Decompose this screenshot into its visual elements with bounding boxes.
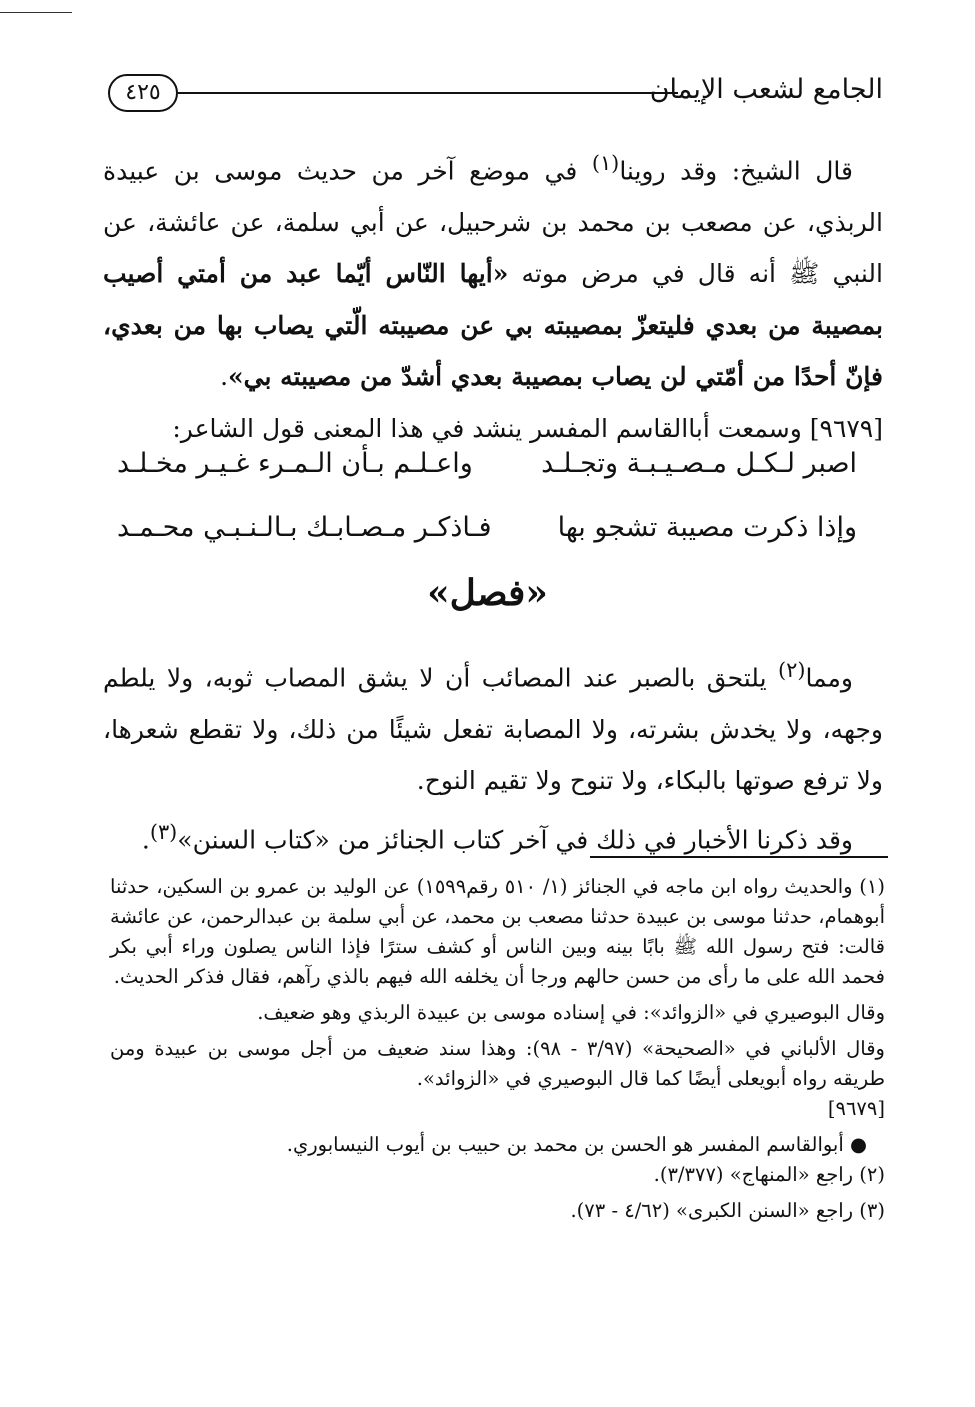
page-number: ٤٢٥ (108, 74, 178, 112)
verse-1-first-hemistich: اصبر لـكـل مـصـيـبـة وتجـلـد (541, 448, 857, 479)
running-header-title: الجامع لشعب الإيمان (649, 74, 883, 105)
verse-line-1 (117, 448, 857, 479)
footnotes (110, 872, 885, 1226)
footnote-separator (590, 856, 888, 858)
verse-line-2 (117, 512, 857, 543)
footnote-2: (٢) راجع «المنهاج» (٣/٣٧٧). (653, 1163, 885, 1186)
paragraph-isnad: في موضع آخر من حديث موسى بن عبيدة الربذي، عن مصعب بن محمد بن شرحبيل، عن أبي سلمة، عن عائشة، عن النبي ﷺ أنه قال في مرض موته (103, 156, 883, 289)
footnote-mark-1: (١) (591, 151, 620, 175)
hadith-quote: «أيها النّاس أيّما عبد من أمتي أصيب بمصيبة من بعدي فليتعزّ بمصيبته بي عن مصيبته الّتي يصاب بها من بعدي، فإنّ أحدًا من أمّتي لن يصاب بمصيبة بعدي أشدّ من مصيبته بي» (103, 259, 883, 392)
section-title: «فصل» (427, 572, 548, 614)
paragraph-mourning-text: يلتحق بالصبر عند المصائب أن لا يشق المصاب ثوبه، ولا يلطم وجهه، ولا يخدش بشرته، ولا المصابة تفعل شيئًا من ذلك، ولا تقطع شعرها، ولا ترفع صوتها بالبكاء، ولا تنوح ولا تقيم النوح. (103, 663, 883, 796)
hadith-number: [٩٦٧٩] (809, 413, 883, 443)
footnote-mark-3: (٣) (149, 819, 178, 844)
header-rule (178, 92, 678, 94)
paragraph-poetry-intro (103, 403, 883, 455)
poetry-intro-text: وسمعت أباالقاسم المفسر ينشد في هذا المعنى قول الشاعر: (172, 413, 810, 443)
footnote-mark-2: (٢) (777, 658, 806, 682)
verse-2-first-hemistich: وإذا ذكرت مصيبة تشجو بها (557, 512, 857, 543)
footnote-narrator-note: ● أبوالقاسم المفسر هو الحسن بن محمد بن حبيب بن أيوب النيسابوري. (286, 1133, 867, 1156)
verse-1-second-hemistich: واعـلـم بـأن الـمـرء غـيـر مخـلـد (117, 448, 473, 479)
footnote-1: (١) والحديث رواه ابن ماجه في الجنائز (١/ ٥١٠ رقم١٥٩٩) عن الوليد بن عمرو بن السكين، حدثنا أبوهمام، حدثنا موسى بن عبيدة حدثنا مصعب بن محمد، عن أبي سلمة بن عبدالرحمن، عن عائشة قالت: فتح رسول الله ﷺ بابًا بينه وبين الناس أو كشف سترًا فإذا الناس يصلون وراء أبي بكر فحمد الله على ما رأى من حسن حالهم ورجا أن يخلفه الله فيهم بالذي رآهم، فقال فذكر الحديث. (110, 875, 885, 988)
paragraph-intro: قال الشيخ: وقد روينا (619, 156, 853, 186)
main-text (103, 138, 883, 454)
verse-2-second-hemistich: فـاذكـر مـصـابـك بـالـنـبـي محـمـد (117, 512, 492, 543)
footnote-1-albani: وقال الألباني في «الصحيحة» (٣/٩٧ - ٩٨): وهذا سند ضعيف من أجل موسى بن عبيدة ومن طريقه رواه أبويعلى أيضًا كما قال البوصيري في «الزوائد». (110, 1037, 885, 1090)
footnote-hadith-number: [٩٦٧٩] (827, 1097, 885, 1120)
footnote-3: (٣) راجع «السنن الكبرى» (٤/٦٢ - ٧٣). (570, 1199, 885, 1222)
paragraph-reference-end: . (141, 825, 150, 855)
paragraph-reference-text: وقد ذكرنا الأخبار في ذلك في آخر كتاب الجنائز من «كتاب السنن» (177, 825, 853, 855)
paragraph-hadith (103, 138, 883, 403)
paragraph-end: . (220, 362, 229, 392)
main-text-continued (103, 645, 883, 866)
paragraph-mourning (103, 645, 883, 807)
footnote-1-busiri: وقال البوصيري في «الزوائد»: في إسناده موسى بن عبيدة الربذي وهو ضعيف. (257, 1001, 885, 1024)
scan-edge-line (0, 12, 72, 13)
paragraph-mourning-start: ومما (805, 663, 853, 693)
